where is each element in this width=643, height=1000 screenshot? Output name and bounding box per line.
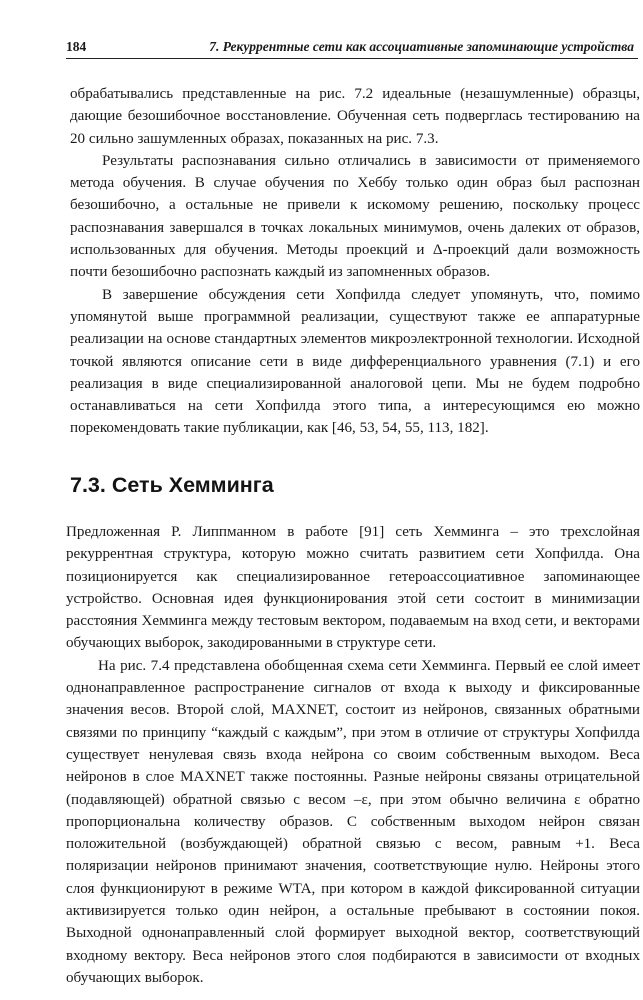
body-text-top (70, 83, 640, 440)
paragraph: обрабатывались представленные на рис. 7.2 идеальные (незашумленные) образцы, дающие безошибочное восстановление. Обученная сеть подверглась тестированию на 20 сильно зашумленных образах, показанных на рис. 7.3. (70, 86, 640, 147)
paragraph: Предложенная Р. Липпманном в работе [91] сеть Хемминга – это трехслойная рекуррентная структура, которую можно считать развитием сети Хопфилда. Она позиционируется как специализированное гетероассоциативное запоминающее устройство. Основная идея функционирования этой сети состоит в минимизации расстояния Хемминга между тестовым вектором, подаваемым на вход сети, и векторами обучающих выборок, закодированными в структуре сети. (66, 524, 640, 652)
body-text-bottom (66, 521, 640, 989)
running-title: 7. Рекуррентные сети как ассоциативные запоминающие устройства (209, 39, 634, 54)
paragraph: Результаты распознавания сильно отличались в зависимости от применяемого метода обучения. В случае обучения по Хеббу только один образ был распознан безошибочно, а остальные не привели к искомому решению, поскольку процесс распознавания завершался в точках локальных минимумов, очень далеких от образов, использованных для обучения. Методы проекций и Δ-проекций дали возможность почти безошибочно распознать каждый из запомненных образов. (70, 152, 640, 281)
paragraph: На рис. 7.4 представлена обобщенная схема сети Хемминга. Первый ее слой имеет однонаправленное распространение сигналов от входа к выходу и фиксированные значения весов. Второй слой, MAXNET, состоит из нейронов, связанных обратными связями по принципу “каждый с каждым”, при этом в отличие от структуры Хопфилда существует ненулевая связь входа нейрона со своим собственным выходом. Веса нейронов в слое MAXNET также постоянны. Разные нейроны связаны отрицательной (подавляющей) обратной связью с весом –ε, при этом обычно величина ε обратно пропорциональна количеству образов. С собственным выходом нейрон связан положительной (возбуждающей) обратной связью с весом, равным +1. Веса поляризации нейронов принимают значения, соответствующие нулю. Нейроны этого слоя функционируют в режиме WTA, при котором в каждой фиксированной ситуации активизируется только один нейрон, а остальные пребывают в состоянии покоя. Выходной однонаправленный слой формирует выходной вектор, соответствующий входному вектору. Веса нейронов этого слоя подбираются в зависимости от входных обучающих выборок. (66, 657, 640, 986)
page-number: 184 (66, 39, 87, 54)
running-header (66, 36, 638, 59)
section-heading: 7.3. Сеть Хемминга (70, 473, 274, 497)
paragraph: В завершение обсуждения сети Хопфилда следует упомянуть, что, помимо упомянутой выше программной реализации, существуют также ее аппаратурные реализации на основе стандартных элементов микроэлектронной технологии. Исходной точкой являются описание сети в виде дифференциального уравнения (7.1) и его реализация в виде специализированной аналоговой цепи. Мы не будем подробно останавливаться на сети Хопфилда этого типа, а интересующимся ею можно порекомендовать такие публикации, как [46, 53, 54, 55, 113, 182]. (70, 286, 640, 437)
